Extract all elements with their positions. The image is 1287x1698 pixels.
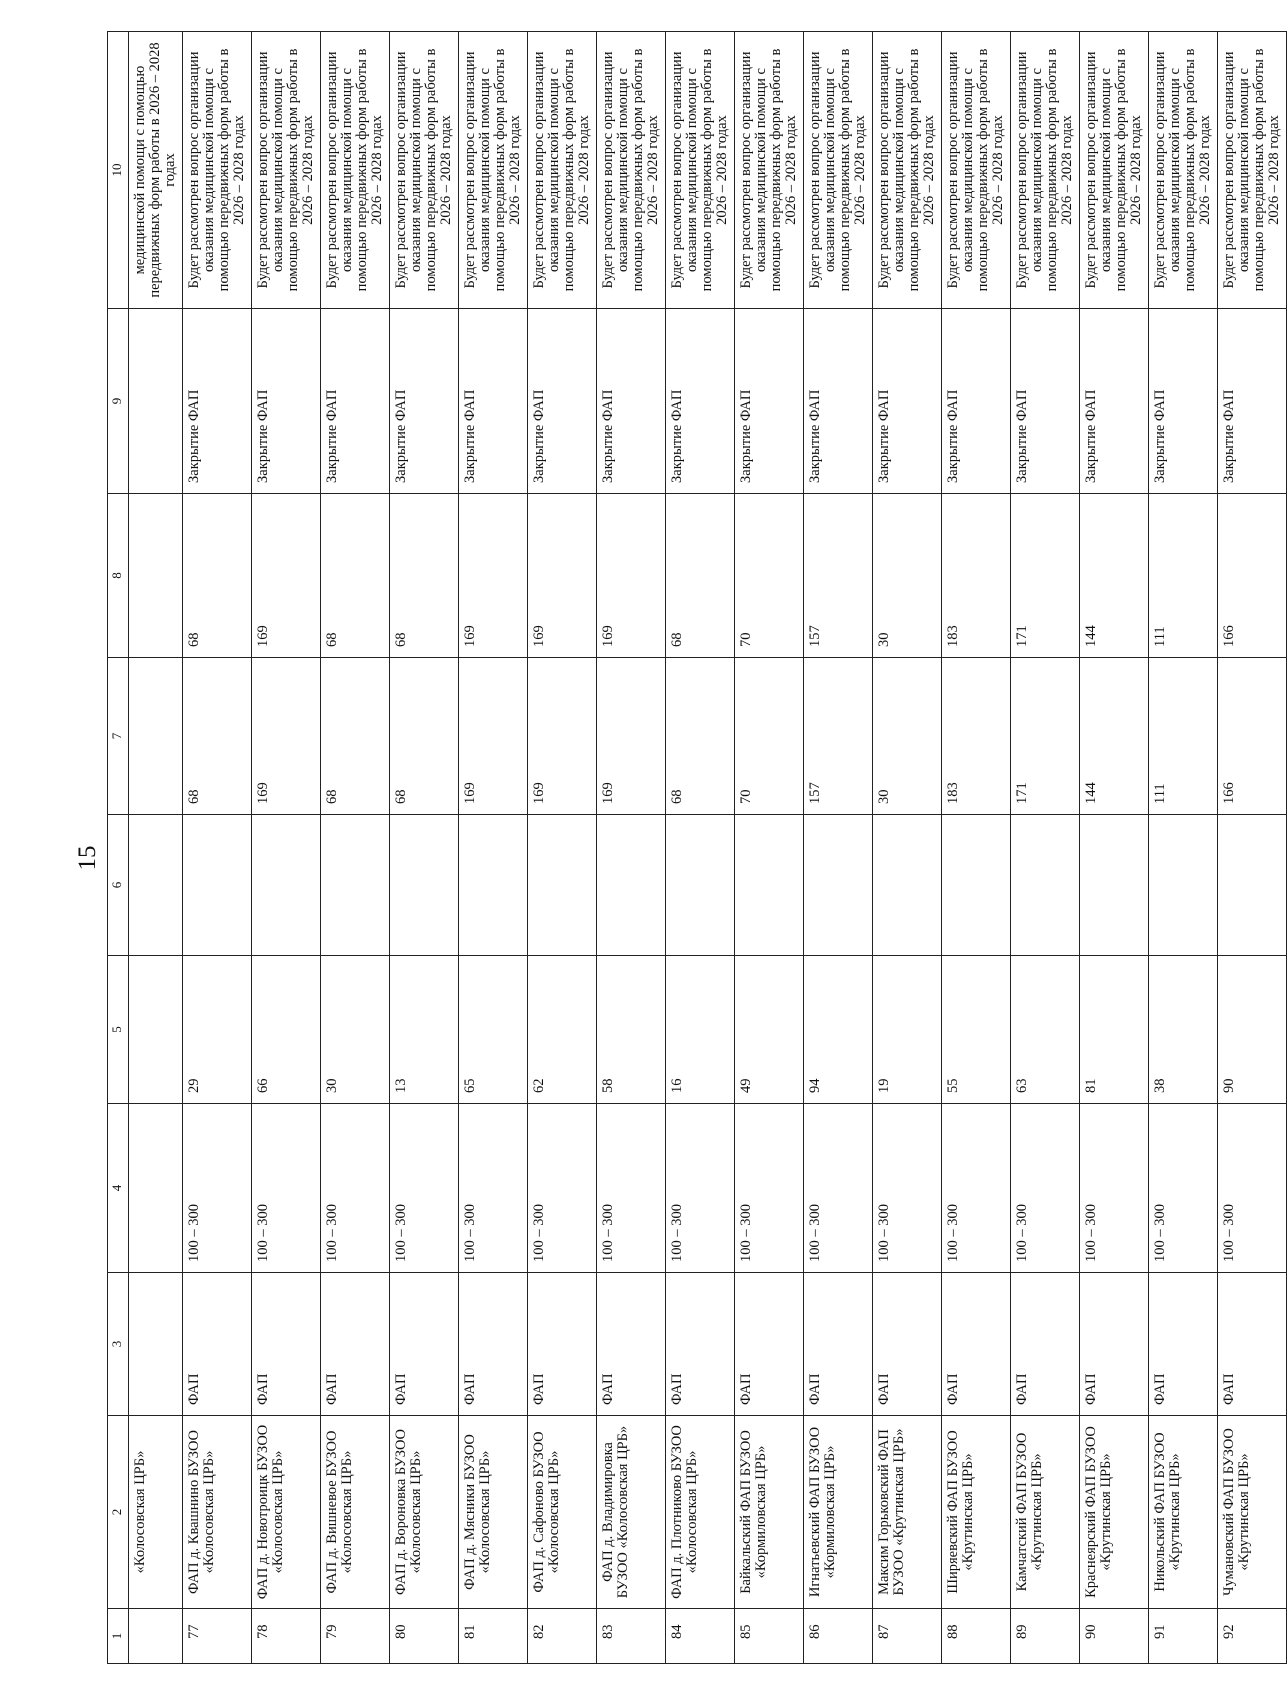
table-row <box>390 32 459 1664</box>
cell-num: 88 <box>942 1609 1011 1664</box>
cell-num: 85 <box>735 1609 804 1664</box>
cell-type: ФАП <box>1149 1273 1218 1416</box>
table-row <box>666 32 735 1664</box>
cell-type: ФАП <box>1218 1273 1287 1416</box>
cell-action: Закрытие ФАП <box>1218 309 1287 494</box>
table-row <box>528 32 597 1664</box>
cell-note: Будет рассмотрен вопрос организации оказания медицинской помощи с помощью передвижных форм работы в 2026 – 2028 годах <box>528 32 597 309</box>
cell-type: ФАП <box>597 1273 666 1416</box>
cell-col8: 111 <box>1149 494 1218 658</box>
cell-col8: 183 <box>942 494 1011 658</box>
cell-institution: Ширяевский ФАП БУЗОО «Крутинская ЦРБ» <box>942 1416 1011 1609</box>
cell-institution: Байкальский ФАП БУЗОО «Кормиловская ЦРБ» <box>735 1416 804 1609</box>
cell-note: Будет рассмотрен вопрос организации оказания медицинской помощи с помощью передвижных форм работы в 2026 – 2028 годах <box>804 32 873 309</box>
cell-col5: 49 <box>735 956 804 1104</box>
cell-action: Закрытие ФАП <box>666 309 735 494</box>
cell-population: 100 – 300 <box>597 1104 666 1273</box>
cell-action: Закрытие ФАП <box>942 309 1011 494</box>
table-row <box>459 32 528 1664</box>
cell-col6 <box>942 815 1011 956</box>
cell-num: 82 <box>528 1609 597 1664</box>
cell-col5: 62 <box>528 956 597 1104</box>
cell-population: 100 – 300 <box>528 1104 597 1273</box>
cell-note: Будет рассмотрен вопрос организации оказания медицинской помощи с помощью передвижных форм работы в 2026 – 2028 годах <box>735 32 804 309</box>
cell-institution: ФАП д. Мясники БУЗОО «Колосовская ЦРБ» <box>459 1416 528 1609</box>
cell-action: Закрытие ФАП <box>804 309 873 494</box>
table-row <box>183 32 252 1664</box>
cell-num: 87 <box>873 1609 942 1664</box>
cell-institution: ФАП д. Плотниково БУЗОО «Колосовская ЦРБ» <box>666 1416 735 1609</box>
cell-col5 <box>129 956 183 1104</box>
cell-col8: 169 <box>597 494 666 658</box>
table-row <box>942 32 1011 1664</box>
cell-col5: 55 <box>942 956 1011 1104</box>
cell-col8: 169 <box>459 494 528 658</box>
cell-institution: ФАП д. Вороновка БУЗОО «Колосовская ЦРБ» <box>390 1416 459 1609</box>
cell-type: ФАП <box>528 1273 597 1416</box>
cell-col7: 183 <box>942 658 1011 815</box>
cell-type: ФАП <box>804 1273 873 1416</box>
cell-col6 <box>1011 815 1080 956</box>
cell-action: Закрытие ФАП <box>873 309 942 494</box>
cell-note: Будет рассмотрен вопрос организации оказания медицинской помощи с помощью передвижных форм работы в 2026 – 2028 годах <box>1149 32 1218 309</box>
cell-col8: 30 <box>873 494 942 658</box>
cell-institution: ФАП д. Владимировка БУЗОО «Колосовская ЦРБ» <box>597 1416 666 1609</box>
cell-institution: Максим Горьковский ФАП БУЗОО «Крутинская ЦРБ» <box>873 1416 942 1609</box>
cell-col8: 68 <box>183 494 252 658</box>
cell-institution: «Колосовская ЦРБ» <box>129 1416 183 1609</box>
cell-col7: 169 <box>252 658 321 815</box>
cell-col6 <box>459 815 528 956</box>
cell-action <box>129 309 183 494</box>
cell-num: 90 <box>1080 1609 1149 1664</box>
cell-num: 89 <box>1011 1609 1080 1664</box>
cell-type: ФАП <box>459 1273 528 1416</box>
cell-col6 <box>528 815 597 956</box>
cell-num: 78 <box>252 1609 321 1664</box>
cell-col6 <box>252 815 321 956</box>
cell-type: ФАП <box>1011 1273 1080 1416</box>
cell-institution: Краснеярский ФАП БУЗОО «Крутинская ЦРБ» <box>1080 1416 1149 1609</box>
cell-num: 91 <box>1149 1609 1218 1664</box>
table-row <box>1218 32 1287 1664</box>
column-header: 9 <box>108 309 129 494</box>
cell-note: Будет рассмотрен вопрос организации оказания медицинской помощи с помощью передвижных форм работы в 2026 – 2028 годах <box>942 32 1011 309</box>
cell-col7: 169 <box>597 658 666 815</box>
cell-institution: Никольский ФАП БУЗОО «Крутинская ЦРБ» <box>1149 1416 1218 1609</box>
cell-population: 100 – 300 <box>252 1104 321 1273</box>
cell-action: Закрытие ФАП <box>528 309 597 494</box>
cell-col5: 94 <box>804 956 873 1104</box>
cell-col8 <box>129 494 183 658</box>
cell-col6 <box>804 815 873 956</box>
cell-col7: 68 <box>321 658 390 815</box>
cell-col8: 68 <box>321 494 390 658</box>
cell-population: 100 – 300 <box>1011 1104 1080 1273</box>
cell-institution: ФАП д. Новотроицк БУЗОО «Колосовская ЦРБ» <box>252 1416 321 1609</box>
cell-num: 86 <box>804 1609 873 1664</box>
cell-col5: 19 <box>873 956 942 1104</box>
cell-type: ФАП <box>390 1273 459 1416</box>
cell-type: ФАП <box>1080 1273 1149 1416</box>
continuation-row <box>129 32 183 1664</box>
cell-col6 <box>666 815 735 956</box>
cell-col6 <box>390 815 459 956</box>
cell-col5: 38 <box>1149 956 1218 1104</box>
cell-col7: 144 <box>1080 658 1149 815</box>
table-row <box>252 32 321 1664</box>
cell-note: Будет рассмотрен вопрос организации оказания медицинской помощи с помощью передвижных форм работы в 2026 – 2028 годах <box>252 32 321 309</box>
rotated-table-wrapper <box>107 32 1282 1664</box>
cell-col7: 70 <box>735 658 804 815</box>
cell-type <box>129 1273 183 1416</box>
cell-note: Будет рассмотрен вопрос организации оказания медицинской помощи с помощью передвижных форм работы в 2026 – 2028 годах <box>666 32 735 309</box>
cell-num: 80 <box>390 1609 459 1664</box>
cell-col5: 58 <box>597 956 666 1104</box>
cell-institution: Камчатский ФАП БУЗОО «Крутинская ЦРБ» <box>1011 1416 1080 1609</box>
cell-col7: 30 <box>873 658 942 815</box>
cell-num <box>129 1609 183 1664</box>
cell-population: 100 – 300 <box>804 1104 873 1273</box>
cell-population: 100 – 300 <box>459 1104 528 1273</box>
table-row <box>873 32 942 1664</box>
cell-note: медицинской помощи с помощью передвижных форм работы в 2026 – 2028 годах <box>129 32 183 309</box>
cell-col7: 68 <box>666 658 735 815</box>
cell-note: Будет рассмотрен вопрос организации оказания медицинской помощи с помощью передвижных форм работы в 2026 – 2028 годах <box>321 32 390 309</box>
cell-num: 83 <box>597 1609 666 1664</box>
cell-col6 <box>183 815 252 956</box>
cell-col8: 68 <box>390 494 459 658</box>
table-row <box>804 32 873 1664</box>
cell-col5: 30 <box>321 956 390 1104</box>
cell-note: Будет рассмотрен вопрос организации оказания медицинской помощи с помощью передвижных форм работы в 2026 – 2028 годах <box>1011 32 1080 309</box>
cell-col5: 66 <box>252 956 321 1104</box>
cell-population: 100 – 300 <box>1149 1104 1218 1273</box>
cell-institution: ФАП д. Вишневое БУЗОО «Колосовская ЦРБ» <box>321 1416 390 1609</box>
cell-action: Закрытие ФАП <box>1149 309 1218 494</box>
cell-note: Будет рассмотрен вопрос организации оказания медицинской помощи с помощью передвижных форм работы в 2026 – 2028 годах <box>597 32 666 309</box>
cell-note: Будет рассмотрен вопрос организации оказания медицинской помощи с помощью передвижных форм работы в 2026 – 2028 годах <box>1080 32 1149 309</box>
cell-action: Закрытие ФАП <box>1080 309 1149 494</box>
cell-population: 100 – 300 <box>735 1104 804 1273</box>
column-header: 2 <box>108 1416 129 1609</box>
cell-col7: 171 <box>1011 658 1080 815</box>
cell-col7 <box>129 658 183 815</box>
column-header: 5 <box>108 956 129 1104</box>
cell-col5: 63 <box>1011 956 1080 1104</box>
header-row <box>108 32 129 1664</box>
cell-col6 <box>735 815 804 956</box>
cell-col5: 81 <box>1080 956 1149 1104</box>
cell-col7: 166 <box>1218 658 1287 815</box>
cell-population: 100 – 300 <box>390 1104 459 1273</box>
cell-col6 <box>873 815 942 956</box>
cell-col8: 169 <box>528 494 597 658</box>
table-row <box>597 32 666 1664</box>
cell-population: 100 – 300 <box>942 1104 1011 1273</box>
cell-type: ФАП <box>252 1273 321 1416</box>
cell-col8: 171 <box>1011 494 1080 658</box>
cell-col6 <box>321 815 390 956</box>
cell-note: Будет рассмотрен вопрос организации оказания медицинской помощи с помощью передвижных форм работы в 2026 – 2028 годах <box>873 32 942 309</box>
column-header: 6 <box>108 815 129 956</box>
cell-action: Закрытие ФАП <box>735 309 804 494</box>
cell-col7: 68 <box>390 658 459 815</box>
cell-col7: 169 <box>459 658 528 815</box>
cell-col8: 169 <box>252 494 321 658</box>
cell-col6 <box>1080 815 1149 956</box>
cell-col5: 29 <box>183 956 252 1104</box>
cell-col6 <box>1149 815 1218 956</box>
cell-col6 <box>129 815 183 956</box>
column-header: 3 <box>108 1273 129 1416</box>
cell-population: 100 – 300 <box>183 1104 252 1273</box>
cell-population: 100 – 300 <box>321 1104 390 1273</box>
cell-action: Закрытие ФАП <box>459 309 528 494</box>
cell-num: 79 <box>321 1609 390 1664</box>
cell-type: ФАП <box>873 1273 942 1416</box>
cell-note: Будет рассмотрен вопрос организации оказания медицинской помощи с помощью передвижных форм работы в 2026 – 2028 годах <box>183 32 252 309</box>
cell-col5: 13 <box>390 956 459 1104</box>
fap-table <box>107 31 1287 1664</box>
cell-population: 100 – 300 <box>873 1104 942 1273</box>
cell-note: Будет рассмотрен вопрос организации оказания медицинской помощи с помощью передвижных форм работы в 2026 – 2028 годах <box>390 32 459 309</box>
cell-action: Закрытие ФАП <box>597 309 666 494</box>
table-row <box>1080 32 1149 1664</box>
column-header: 7 <box>108 658 129 815</box>
cell-col7: 169 <box>528 658 597 815</box>
cell-institution: Чумановский ФАП БУЗОО «Крутинская ЦРБ» <box>1218 1416 1287 1609</box>
cell-num: 81 <box>459 1609 528 1664</box>
cell-type: ФАП <box>942 1273 1011 1416</box>
cell-col8: 144 <box>1080 494 1149 658</box>
page-number: 15 <box>74 845 101 871</box>
table-row <box>321 32 390 1664</box>
cell-col8: 157 <box>804 494 873 658</box>
cell-institution: ФАП д. Квашнино БУЗОО «Колосовская ЦРБ» <box>183 1416 252 1609</box>
cell-num: 77 <box>183 1609 252 1664</box>
cell-population: 100 – 300 <box>1218 1104 1287 1273</box>
column-header: 8 <box>108 494 129 658</box>
cell-note: Будет рассмотрен вопрос организации оказания медицинской помощи с помощью передвижных форм работы в 2026 – 2028 годах <box>459 32 528 309</box>
cell-col8: 68 <box>666 494 735 658</box>
cell-institution: ФАП д. Сафоново БУЗОО «Колосовская ЦРБ» <box>528 1416 597 1609</box>
cell-type: ФАП <box>735 1273 804 1416</box>
cell-col7: 157 <box>804 658 873 815</box>
cell-action: Закрытие ФАП <box>183 309 252 494</box>
cell-type: ФАП <box>666 1273 735 1416</box>
cell-type: ФАП <box>321 1273 390 1416</box>
column-header: 4 <box>108 1104 129 1273</box>
column-header: 1 <box>108 1609 129 1664</box>
cell-col7: 111 <box>1149 658 1218 815</box>
cell-type: ФАП <box>183 1273 252 1416</box>
cell-population: 100 – 300 <box>666 1104 735 1273</box>
cell-col8: 166 <box>1218 494 1287 658</box>
table-row <box>1011 32 1080 1664</box>
table-row <box>1149 32 1218 1664</box>
cell-population <box>129 1104 183 1273</box>
table-body <box>108 32 1287 1664</box>
column-header: 10 <box>108 32 129 309</box>
cell-col6 <box>597 815 666 956</box>
cell-action: Закрытие ФАП <box>321 309 390 494</box>
cell-col7: 68 <box>183 658 252 815</box>
cell-institution: Игнатьевский ФАП БУЗОО «Кормиловская ЦРБ» <box>804 1416 873 1609</box>
cell-action: Закрытие ФАП <box>390 309 459 494</box>
cell-population: 100 – 300 <box>1080 1104 1149 1273</box>
cell-col8: 70 <box>735 494 804 658</box>
cell-num: 84 <box>666 1609 735 1664</box>
cell-num: 92 <box>1218 1609 1287 1664</box>
cell-note: Будет рассмотрен вопрос организации оказания медицинской помощи с помощью передвижных форм работы в 2026 – 2028 годах <box>1218 32 1287 309</box>
cell-action: Закрытие ФАП <box>1011 309 1080 494</box>
cell-col6 <box>1218 815 1287 956</box>
cell-col5: 16 <box>666 956 735 1104</box>
cell-col5: 90 <box>1218 956 1287 1104</box>
cell-col5: 65 <box>459 956 528 1104</box>
cell-action: Закрытие ФАП <box>252 309 321 494</box>
table-row <box>735 32 804 1664</box>
